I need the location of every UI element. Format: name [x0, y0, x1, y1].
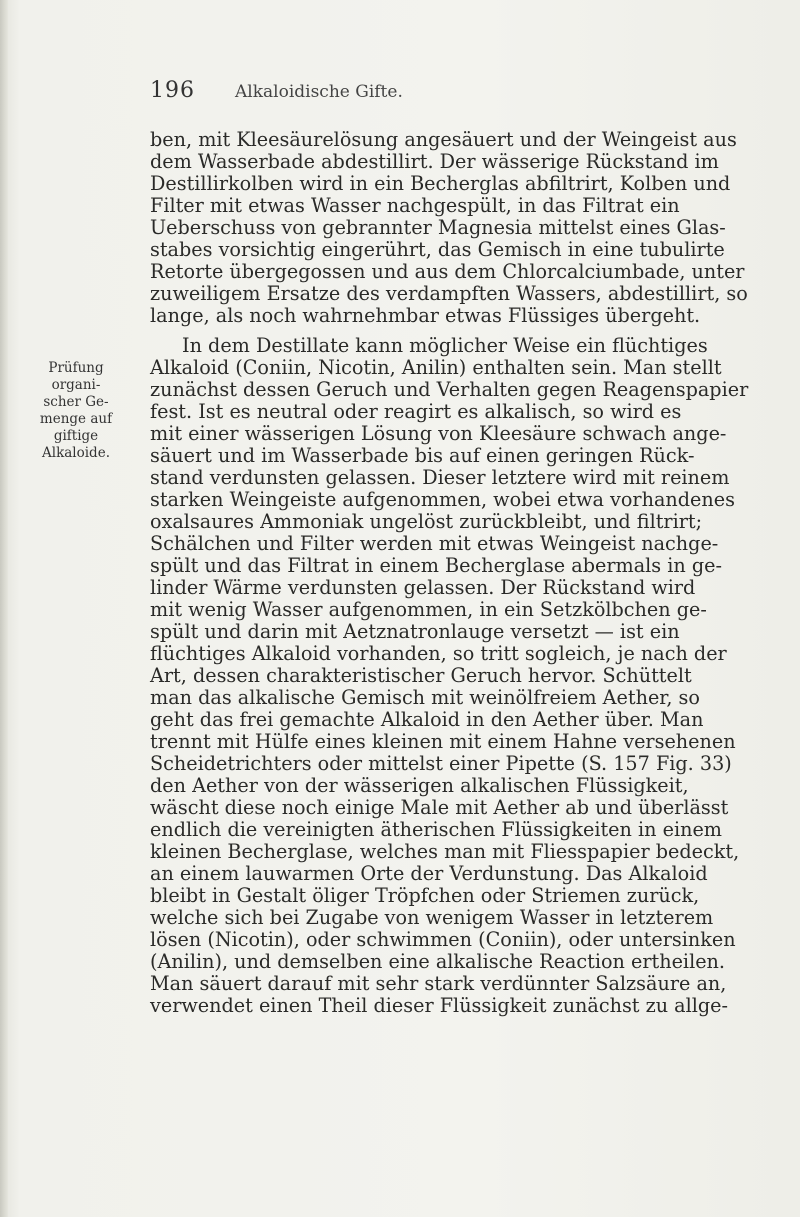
text-line: Schälchen und Filter werden mit etwas Weingeist nachge-: [150, 532, 719, 555]
margin-note-line: Alkaloide.: [42, 445, 110, 461]
text-line: linder Wärme verdunsten gelassen. Der Rückstand wird: [150, 576, 696, 599]
text-line: dem Wasserbade abdestillirt. Der wässerige Rückstand im: [150, 150, 719, 173]
margin-note: [12, 360, 140, 462]
text-line: lösen (Nicotin), oder schwimmen (Coniin), oder untersinken: [150, 928, 736, 951]
text-line: man das alkalische Gemisch mit weinölfreiem Aether, so: [150, 686, 700, 709]
body-text: [150, 129, 780, 1017]
text-line: spült und darin mit Aetznatronlauge versetzt — ist ein: [150, 620, 680, 643]
text-line: ben, mit Kleesäurelösung angesäuert und der Weingeist aus: [150, 128, 737, 151]
paragraph-2: [150, 335, 780, 1017]
text-line: stabes vorsichtig eingerührt, das Gemisch in eine tubulirte: [150, 238, 725, 261]
text-line: den Aether von der wässerigen alkalischen Flüssigkeit,: [150, 774, 689, 797]
text-line: mit einer wässerigen Lösung von Kleesäure schwach ange-: [150, 422, 727, 445]
text-line: Alkaloid (Coniin, Nicotin, Anilin) enthalten sein. Man stellt: [150, 356, 722, 379]
text-line: Destillirkolben wird in ein Becherglas abfiltrirt, Kolben und: [150, 172, 731, 195]
text-line: bleibt in Gestalt öliger Tröpfchen oder Striemen zurück,: [150, 884, 700, 907]
text-line: stand verdunsten gelassen. Dieser letztere wird mit reinem: [150, 466, 730, 489]
text-line: (Anilin), und demselben eine alkalische Reaction ertheilen.: [150, 950, 726, 973]
margin-note-line: giftige: [53, 428, 99, 444]
text-line: Filter mit etwas Wasser nachgespült, in das Filtrat ein: [150, 194, 680, 217]
text-line: lange, als noch wahrnehmbar etwas Flüssiges übergeht.: [150, 304, 701, 327]
page-binding-edge: [0, 0, 8, 1217]
text-line: Art, dessen charakteristischer Geruch hervor. Schüttelt: [150, 664, 692, 687]
text-line: geht das frei gemachte Alkaloid in den Aether über. Man: [150, 708, 704, 731]
text-line: Man säuert darauf mit sehr stark verdünnter Salzsäure an,: [150, 972, 727, 995]
text-line: spült und das Filtrat in einem Becherglase abermals in ge-: [150, 554, 722, 577]
page-number: 196: [150, 78, 195, 103]
text-line: Retorte übergegossen und aus dem Chlorcalciumbade, unter: [150, 260, 745, 283]
page-header: [150, 78, 750, 114]
text-line: zunächst dessen Geruch und Verhalten gegen Reagenspapier: [150, 378, 749, 401]
text-line: säuert und im Wasserbade bis auf einen geringen Rück-: [150, 444, 695, 467]
text-line: welche sich bei Zugabe von wenigem Wasser in letzterem: [150, 906, 714, 929]
margin-note-line: Prüfung: [48, 360, 104, 376]
text-line: flüchtiges Alkaloid vorhanden, so tritt sogleich, je nach der: [150, 642, 727, 665]
margin-note-line: scher Ge-: [43, 394, 109, 410]
margin-note-line: menge auf: [39, 411, 113, 427]
text-line: zuweiligem Ersatze des verdampften Wassers, abdestillirt, so: [150, 282, 748, 305]
text-line: wäscht diese noch einige Male mit Aether ab und überlässt: [150, 796, 729, 819]
running-title: Alkaloidische Gifte.: [235, 82, 403, 102]
margin-note-line: organi-: [51, 377, 101, 393]
text-line: endlich die vereinigten ätherischen Flüssigkeiten in einem: [150, 818, 722, 841]
text-line: an einem lauwarmen Orte der Verdunstung. Das Alkaloid: [150, 862, 708, 885]
text-line: mit wenig Wasser aufgenommen, in ein Setzkölbchen ge-: [150, 598, 707, 621]
text-line: Scheidetrichters oder mittelst einer Pipette (S. 157 Fig. 33): [150, 752, 732, 775]
text-line: Ueberschuss von gebrannter Magnesia mittelst eines Glas-: [150, 216, 726, 239]
paragraph-1: [150, 129, 780, 327]
text-line: fest. Ist es neutral oder reagirt es alkalisch, so wird es: [150, 400, 682, 423]
text-line: In dem Destillate kann möglicher Weise ein flüchtiges: [182, 334, 708, 357]
text-line: oxalsaures Ammoniak ungelöst zurückbleibt, und filtrirt;: [150, 510, 703, 533]
text-line: trennt mit Hülfe eines kleinen mit einem Hahne versehenen: [150, 730, 736, 753]
text-line: verwendet einen Theil dieser Flüssigkeit zunächst zu allge-: [150, 994, 729, 1017]
text-line: kleinen Becherglase, welches man mit Fliesspapier bedeckt,: [150, 840, 740, 863]
text-line: starken Weingeiste aufgenommen, wobei etwa vorhandenes: [150, 488, 735, 511]
